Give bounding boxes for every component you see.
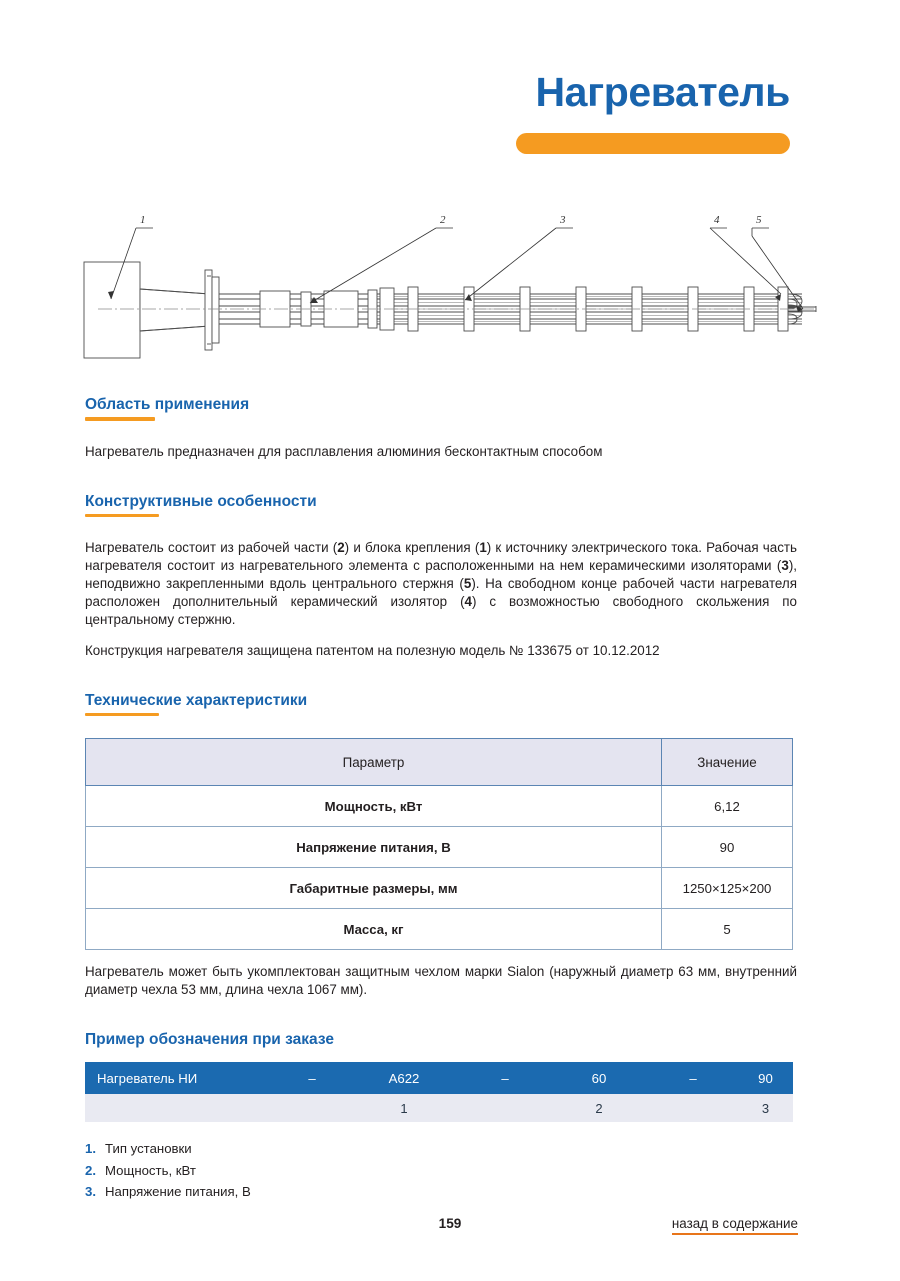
design-ref-5: 5 (463, 575, 472, 591)
order-index-1: 1 (348, 1094, 460, 1122)
spec-col-parameter: Параметр (86, 739, 662, 786)
spec-value: 6,12 (662, 786, 793, 827)
order-index-2: 2 (550, 1094, 648, 1122)
order-index-3: 3 (738, 1094, 793, 1122)
spec-header-row (86, 739, 793, 786)
order-cell-dash: – (460, 1062, 550, 1094)
design-text-2: ) и блока крепления ( (344, 540, 480, 556)
section-heading-specs: Технические характеристики (85, 691, 308, 709)
order-designation-table (85, 1062, 793, 1122)
order-cell-name: Нагреватель НИ (85, 1062, 276, 1094)
legend-label: Напряжение питания, В (105, 1184, 251, 1200)
section-order (85, 1031, 797, 1202)
design-ref-2: 2 (337, 540, 345, 556)
application-text: Нагреватель предназначен для расплавления алюминия бесконтактным способом (85, 443, 603, 459)
order-cell-dash: – (648, 1062, 738, 1094)
specifications-table (85, 738, 793, 950)
design-ref-1: 1 (479, 540, 487, 556)
sheath-note: Нагреватель может быть укомплектован защитным чехлом марки Sialon (наружный диаметр 63 мм, внутренний диаметр чехла 53 мм, длина чехла 1067 мм). (85, 964, 797, 998)
legend-number: 2. (85, 1162, 96, 1178)
spec-param: Масса, кг (86, 909, 662, 950)
section-heading-order: Пример обозначения при заказе (85, 1031, 334, 1049)
table-row (86, 909, 793, 950)
design-ref-4: 4 (464, 593, 472, 609)
list-item (85, 1181, 797, 1202)
design-text-5: ). На свободном конце рабочей части нагревателя расположен дополнительный керамический изолятор ( (85, 575, 797, 609)
section-application (85, 396, 797, 461)
order-code-row (85, 1062, 793, 1094)
section-specs (85, 692, 797, 999)
order-cell-dash: – (276, 1062, 348, 1094)
spec-value: 90 (662, 827, 793, 868)
spec-value: 1250×125×200 (662, 868, 793, 909)
design-text-4: ), неподвижно закрепленными вдоль центрального стержня ( (85, 558, 797, 591)
design-text-6: ) с возможностью свободного скольжения по центральному стержню. (85, 593, 797, 627)
page-title: Нагреватель (535, 69, 790, 115)
legend-label: Мощность, кВт (105, 1162, 196, 1178)
spec-col-value: Значение (662, 739, 793, 786)
design-text-1: Нагреватель состоит из рабочей части ( (85, 540, 338, 556)
section-heading-application: Область применения (85, 396, 250, 413)
design-paragraph (85, 539, 797, 629)
table-row (86, 827, 793, 868)
order-index-blank (276, 1094, 348, 1122)
order-legend-list (85, 1138, 797, 1202)
page-footer (0, 1216, 900, 1242)
legend-number: 3. (85, 1184, 96, 1200)
order-cell-power: 60 (550, 1062, 648, 1094)
spec-param: Напряжение питания, В (86, 827, 662, 868)
order-cell-voltage: 90 (738, 1062, 793, 1094)
order-index-blank (85, 1094, 276, 1122)
design-text-3: ) к источнику электрического тока. Рабочая часть нагревателя состоит из нагревательного элемента с расположенными на нем керамическими изоляторами ( (85, 540, 797, 573)
page-number: 159 (438, 1216, 462, 1231)
section-heading-design: Конструктивные особенности (85, 492, 317, 510)
drawing-label-5: 5 (756, 214, 762, 226)
spec-value: 5 (662, 909, 793, 950)
legend-number: 1. (85, 1141, 96, 1157)
drawing-label-4: 4 (714, 214, 720, 226)
list-item (85, 1138, 797, 1159)
order-index-blank (648, 1094, 738, 1122)
section-design (85, 493, 797, 660)
design-ref-3: 3 (781, 558, 789, 573)
drawing-label-3: 3 (560, 214, 566, 226)
order-index-row (85, 1094, 793, 1122)
drawing-label-2: 2 (440, 214, 446, 226)
heater-technical-drawing (78, 206, 822, 378)
patent-text: Конструкция нагревателя защищена патентом на полезную модель № 133675 от 10.12.2012 (85, 642, 660, 658)
list-item (85, 1160, 797, 1181)
spec-param: Мощность, кВт (86, 786, 662, 827)
main-content (85, 396, 797, 1202)
table-row (86, 786, 793, 827)
order-index-blank (460, 1094, 550, 1122)
table-row (86, 868, 793, 909)
legend-label: Тип установки (105, 1141, 192, 1157)
drawing-label-1: 1 (140, 214, 146, 226)
title-accent-bar (516, 133, 790, 154)
back-to-contents-link[interactable]: назад в содержание (672, 1216, 798, 1235)
spec-param: Габаритные размеры, мм (86, 868, 662, 909)
page-header (516, 69, 790, 154)
order-cell-type: А622 (348, 1062, 460, 1094)
